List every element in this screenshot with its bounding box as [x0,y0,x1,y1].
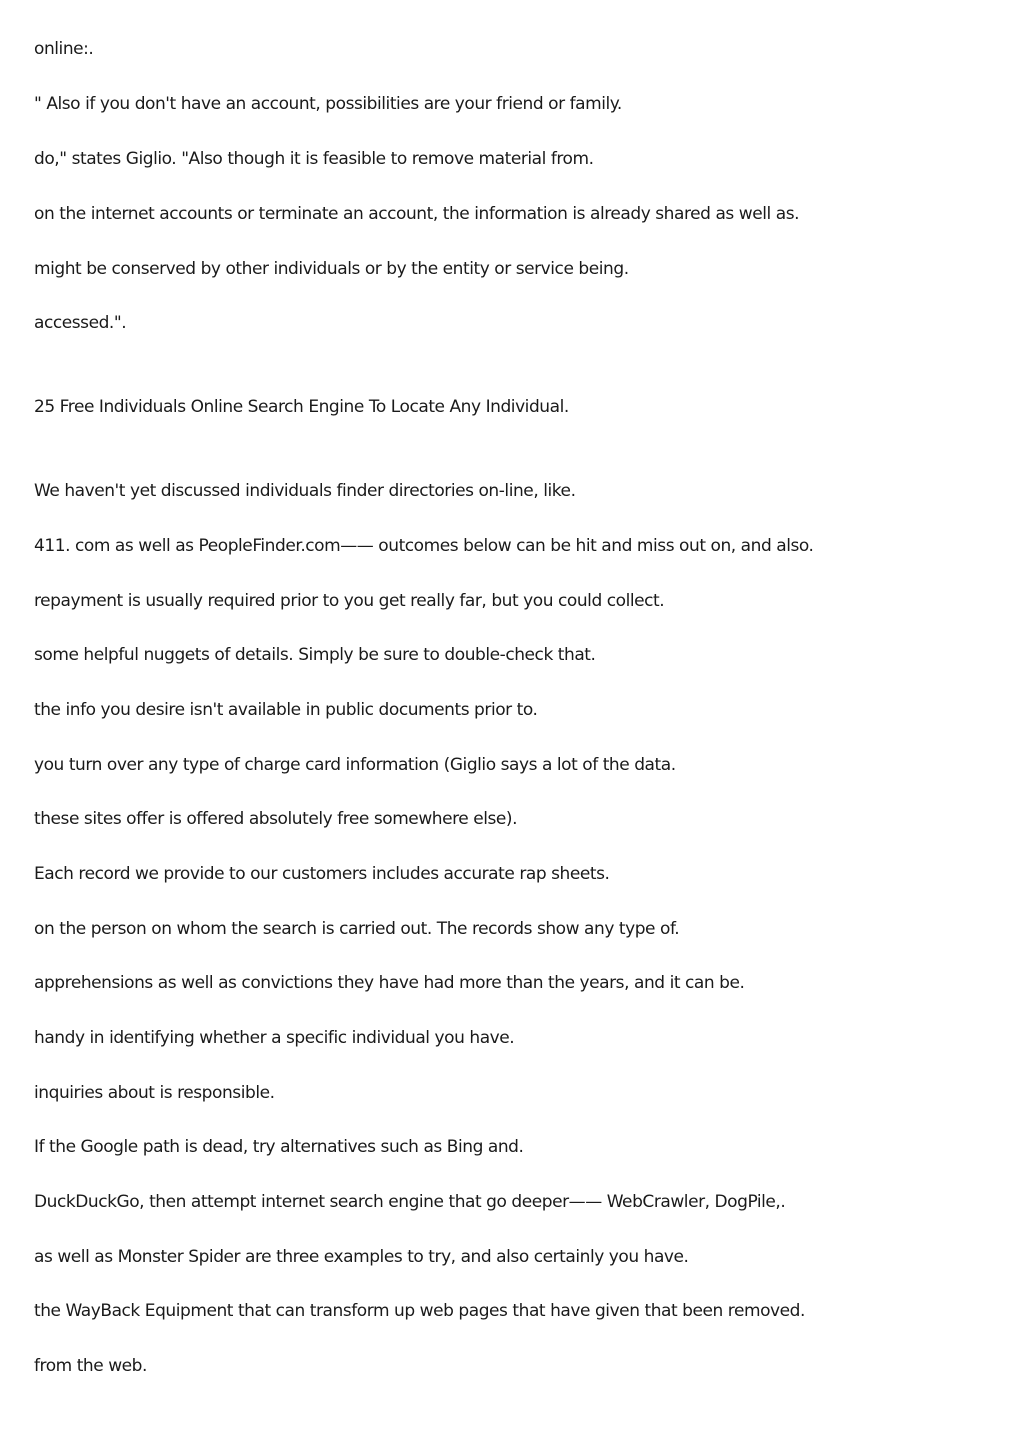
text-line: Each record we provide to our customers includes accurate rap sheets. [34,864,610,884]
text-line: the WayBack Equipment that can transform up web pages that have given that been removed. [34,1301,805,1321]
text-line: some helpful nuggets of details. Simply be sure to double-check that. [34,645,596,665]
text-line: on the internet accounts or terminate an account, the information is already shared as well as. [34,204,800,224]
text-line: these sites offer is offered absolutely free somewhere else). [34,809,518,829]
text-line: on the person on whom the search is carried out. The records show any type of. [34,919,680,939]
text-line: do," states Giglio. "Also though it is feasible to remove material from. [34,149,594,169]
text-line: " Also if you don't have an account, possibilities are your friend or family. [34,94,622,114]
text-line: apprehensions as well as convictions they have had more than the years, and it can be. [34,973,745,993]
section-heading: 25 Free Individuals Online Search Engine To Locate Any Individual. [34,397,569,417]
text-line: accessed.". [34,313,127,333]
text-line: We haven't yet discussed individuals finder directories on-line, like. [34,481,576,501]
text-line: DuckDuckGo, then attempt internet search engine that go deeper—— WebCrawler, DogPile,. [34,1192,786,1212]
text-line: from the web. [34,1356,147,1376]
text-line: handy in identifying whether a specific individual you have. [34,1028,515,1048]
text-line: you turn over any type of charge card information (Giglio says a lot of the data. [34,755,676,775]
text-line: If the Google path is dead, try alternatives such as Bing and. [34,1137,524,1157]
text-line: as well as Monster Spider are three examples to try, and also certainly you have. [34,1247,689,1267]
text-line: might be conserved by other individuals or by the entity or service being. [34,259,629,279]
text-line: 411. com as well as PeopleFinder.com—— outcomes below can be hit and miss out on, and also. [34,536,814,556]
text-line: inquiries about is responsible. [34,1083,275,1103]
text-line: repayment is usually required prior to you get really far, but you could collect. [34,591,665,611]
text-line: the info you desire isn't available in public documents prior to. [34,700,538,720]
text-line: online:. [34,39,94,59]
